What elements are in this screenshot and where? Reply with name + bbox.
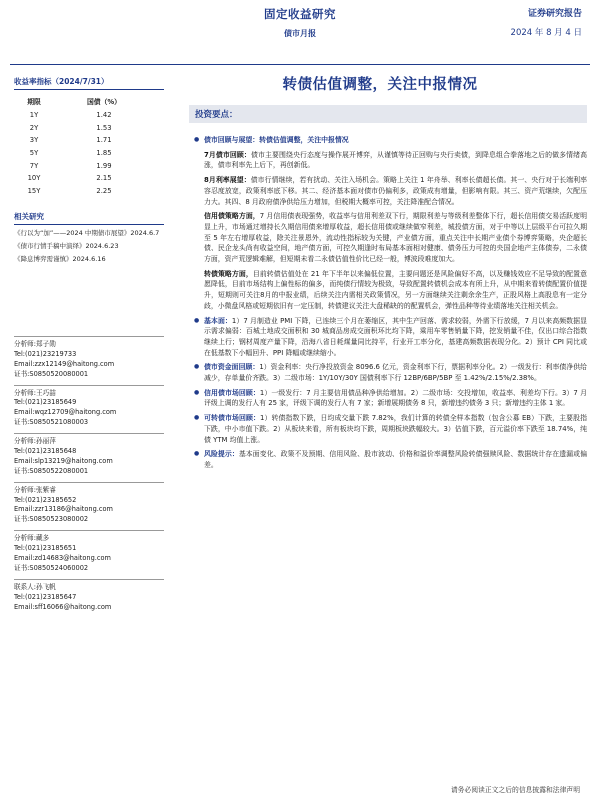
yield-table xyxy=(14,94,154,197)
analyst-card xyxy=(14,385,164,429)
yield-value: 2.15 xyxy=(96,174,112,183)
analyst-cert: 证书:S0850520080001 xyxy=(14,369,89,378)
related-item[interactable]: 《降息博弈需谨慎》2024.6.16 xyxy=(14,254,106,263)
paragraph-text: 1）一级发行：7 月主要信用债品种净供给增加。2）二级市场：交投增加，收益率、利差均下行。3）7 月评级上调的发行人有 25 家，评级下调的发行人有 7 家；新增展期债务 8 只，新增违约债务 3 只；新增违约主体 1 家。 xyxy=(204,388,587,408)
analyst-email[interactable]: Email:zzr13186@haitong.com xyxy=(14,505,113,514)
analyst-email[interactable]: Email:wqz12709@haitong.com xyxy=(14,408,117,417)
table-row xyxy=(14,172,154,185)
yield-indicator-title: 收益率指标（2024/7/31） xyxy=(14,76,164,90)
analyst-card xyxy=(14,433,164,477)
header-title: 固定收益研究 xyxy=(264,7,336,21)
analyst-name: 分析师:张紫睿 xyxy=(14,485,56,494)
table-row xyxy=(14,122,154,135)
report-date: 2024 年 8 月 4 日 xyxy=(510,28,582,38)
paragraph-label: 可转债市场回顾： xyxy=(204,414,260,423)
table-row xyxy=(14,147,154,160)
paragraph-label: 8月利率展望： xyxy=(204,176,251,185)
table-row xyxy=(14,185,154,198)
paragraph-credit-market xyxy=(194,388,587,409)
paragraph-text: 1）资金利率：央行净投放资金 8096.6 亿元，资金利率下行，票据利率分化。2）一级发行：利率债净供给减少，存单量价齐跌。3）二级市场：1Y/10Y/30Y 国债利率下行 12BP/6BP/5BP 至 1.42%/2.15%/2.38%。 xyxy=(204,363,587,383)
yield-term: 2Y xyxy=(29,123,39,132)
left-column xyxy=(14,76,164,263)
paragraph-text: 基本面变化、政策不及预期、信用风险、股市波动、价格和溢价率调整风险转债强赎风险、数据统计存在遗漏或偏差。 xyxy=(204,450,587,469)
yield-value: 1.99 xyxy=(96,161,112,170)
analyst-tel: Tel:(021)23185649 xyxy=(14,398,77,407)
paragraph-label: 转债策略方面， xyxy=(204,269,253,278)
analyst-name: 分析师:藏多 xyxy=(14,534,50,543)
paragraph-text: 7 月信用债表现强势，收益率与信用利差双下行，期限利差与等级利差整体下行，超长信用债交易活跃度明显上升，市场通过增持长久期信用债来增厚收益，超长信用债或继续做窄利差，城投债方面，对于中等以上层级平台可拉久期至 5 年左右增厚收益，除关注景恩外，流动性指标较为关键，产业债方面，重点关注中长期产业债个券博弈策略，央企超长债、民企龙头尚有收益空间，地产债方面，可控久期逢时布局基本面相对健康、债务压力可控的央国企地产主体债券，二永债方面，资产荒逻辑难解，但短期未看二永债估值性价比已经一般，博波段难度加大。 xyxy=(204,212,587,264)
analyst-cert: 证书:S0850524060002 xyxy=(14,563,89,572)
analyst-card xyxy=(14,336,164,380)
yield-term: 5Y xyxy=(29,149,39,158)
yield-value: 1.85 xyxy=(96,149,112,158)
analyst-name: 分析师:孙丽萍 xyxy=(14,437,56,446)
yield-value: 2.25 xyxy=(96,186,112,195)
contact-card xyxy=(14,579,164,613)
footer-disclaimer: 请务必阅读正文之后的信息披露和法律声明 xyxy=(450,786,580,794)
summary-heading xyxy=(194,135,587,146)
analyst-email[interactable]: Email:slp13219@haitong.com xyxy=(14,456,113,465)
paragraph-label: 风险提示： xyxy=(204,450,239,459)
header-divider xyxy=(10,64,590,65)
yield-value: 1.53 xyxy=(96,123,112,132)
yield-term: 10Y xyxy=(27,174,41,183)
paragraph-risk xyxy=(194,449,587,470)
paragraph-credit-strategy xyxy=(194,211,587,265)
analyst-cert: 证书:S0850522080001 xyxy=(14,466,89,475)
header-center xyxy=(230,6,370,39)
yield-value: 1.71 xyxy=(96,136,112,145)
analyst-email[interactable]: Email:zd14683@haitong.com xyxy=(14,554,111,563)
section-bar xyxy=(189,105,587,123)
paragraph-fundamentals xyxy=(194,316,587,359)
table-row xyxy=(14,159,154,172)
yield-term: 3Y xyxy=(29,136,39,145)
analyst-name: 联系人:孙飞帆 xyxy=(14,582,56,591)
paragraph-august-outlook xyxy=(194,175,587,207)
related-title: 相关研究 xyxy=(14,211,164,225)
paragraph-text: 1）7 月制造业 PMI 下降，已连续三个月在萎缩区，其中生产回落、需求较弱，外需下行放缓，7 月以来高频数据显示需求偏弱：百城土地成交面积和 30 城商品房成交面积环比均下降，乘用车零售销量下降，挖发销量不佳，仅出口综合指数继续上行；钢材周度产量下降，沿海八省日耗煤量同比持平，行业开工率分化，基建高频数据表现分化。2）预计 CPI 同比或在低基数下小幅回升、PPI 降幅或继续缩小。 xyxy=(204,316,587,357)
paragraph-label: 债市资金面回顾： xyxy=(204,363,260,372)
paragraph-text: 债市行情继续，若有扰动、关注入场机会。策略上关注 1 年舟举、利率长债超长债。其一、央行对于长端利率容忍度放宽，政策利率底下移。其二、经济基本面对债市仍偏利多，政策成有增量，但影响有限。其三、资产荒继续，欠配压力大。其四、8 月政府债净供给压力增加，但税期大概率可控，关注降准配合情况。 xyxy=(204,176,588,206)
paragraph-label: 7月债市回顾： xyxy=(204,150,251,159)
yield-term: 1Y xyxy=(29,111,39,120)
summary-heading-label: 债市回顾与展望：转债估值调整，关注中报情况 xyxy=(204,136,349,144)
table-row xyxy=(14,134,154,147)
related-research xyxy=(14,211,164,263)
yield-col-term: 期限 xyxy=(27,98,41,106)
analyst-tel: Tel:(021)23185648 xyxy=(14,447,77,456)
analyst-list xyxy=(14,336,164,617)
analyst-tel: Tel:(021)23219733 xyxy=(14,349,77,358)
yield-table-header xyxy=(14,94,154,109)
section-label: 投资要点： xyxy=(195,110,238,120)
yield-term: 7Y xyxy=(29,161,39,170)
yield-term: 15Y xyxy=(27,186,41,195)
paragraph-liquidity xyxy=(194,362,587,383)
analyst-email[interactable]: Email:sff16066@haitong.com xyxy=(14,602,112,611)
paragraph-text: 1）转债指数下跌，日均成交量下跌 7.82%，我们计算的转债全样本指数（包含公募 EB）下跌，主要股指下跌，中小市值下跌。2）从板块来看，所有板块均下跌，周期板块跌幅较大。3）估值下跌，百元溢价率下跌至 18.74%，纯债 YTM 均值上涨。 xyxy=(204,414,588,444)
analyst-card xyxy=(14,530,164,574)
main-content xyxy=(194,135,587,475)
analyst-cert: 证书:S0850521080003 xyxy=(14,418,89,427)
analyst-name: 分析师:郑子勋 xyxy=(14,340,56,348)
paragraph-label: 基本面： xyxy=(204,316,232,325)
paragraph-convertible-strategy xyxy=(194,269,587,312)
related-item[interactable]: 《行以为“加”——2024 中期债市展望》2024.6.7 xyxy=(14,229,160,238)
main-title: 转债估值调整，关注中报情况 xyxy=(282,77,478,93)
paragraph-july-review xyxy=(194,150,587,171)
header-right xyxy=(511,6,582,38)
paragraph-text: 债市主要围绕央行态度与操作展开博弈，从谨慎等待正回购与央行卖债，到降息组合拳落地之后的做多情绪高涨，债市利率先上后下，再创新低。 xyxy=(204,150,588,170)
table-row xyxy=(14,109,154,122)
analyst-tel: Tel:(021)23185651 xyxy=(14,544,77,553)
analyst-name: 分析师:王巧喆 xyxy=(14,388,56,397)
analyst-card xyxy=(14,482,164,526)
related-item[interactable]: 《债市行情手稿中演绎》2024.6.23 xyxy=(14,241,119,250)
paragraph-label: 信用债策略方面， xyxy=(204,212,260,221)
analyst-tel: Tel:(021)23185647 xyxy=(14,592,77,601)
analyst-email[interactable]: Email:zzx12149@haitong.com xyxy=(14,359,115,368)
paragraph-convertible-market xyxy=(194,413,587,445)
analyst-tel: Tel:(021)23185652 xyxy=(14,495,77,504)
paragraph-label: 信用债市场回顾： xyxy=(204,388,260,397)
paragraph-text: 目前转债估值处在 21 年下半年以来偏低位置，主要问题还是风险偏好不高，以及赚钱效应不足导致的配置意愿降低，目前市场结构上偏性标的偏多，而纯债行情较为极致，导致配置转债机会成本有所上升，从中期来看转债配置价值提升，短期则可关注8月的中报业绩，后续关注内需相关政策情况，另一方面继续关注剩余余生产，正股风格上高股息有一定分歧，小微盘风格或短期依旧有一定压制，转债建议关注大盘稀缺的的配置机会，弹性品种等待业绩落地关注相关机会。 xyxy=(204,269,587,310)
header-subtitle: 债市月报 xyxy=(284,29,316,38)
report-type: 证券研究报告 xyxy=(527,9,582,19)
yield-value: 1.42 xyxy=(96,111,112,120)
yield-col-value: 国债（%） xyxy=(86,98,121,106)
analyst-cert: 证书:S0850523080002 xyxy=(14,515,89,524)
